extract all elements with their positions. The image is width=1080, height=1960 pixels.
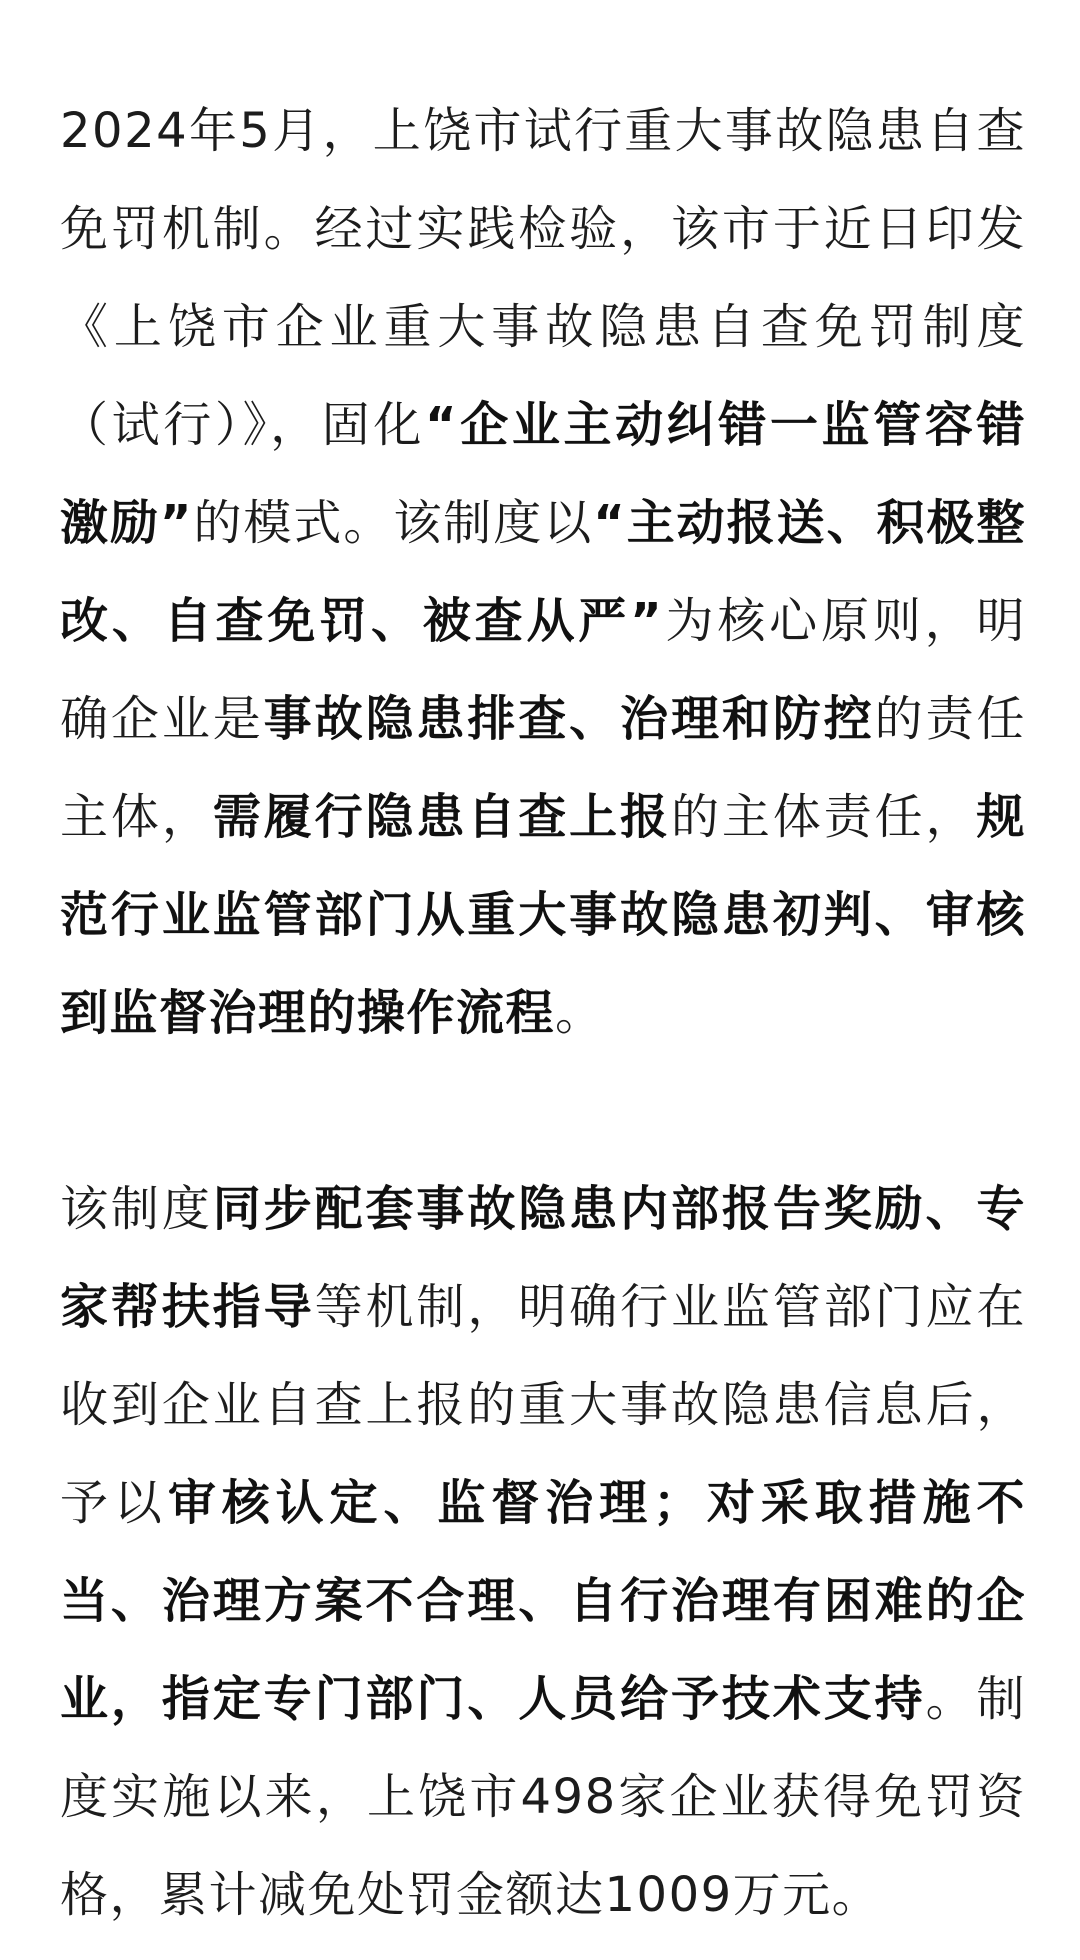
- text-segment: 等机制，明确行业监管部门应在收到企业自查上报的重大事故隐患信息后，予以: [60, 1279, 1026, 1531]
- bold-text-segment: “主动报送、积极整改、自查免罚、被查从严”: [60, 495, 1026, 649]
- paragraph-2: [60, 1160, 1026, 1944]
- text-segment: 为核心原则，明确企业是: [60, 593, 1026, 747]
- bold-text-segment: 事故隐患排查、治理和防控: [263, 691, 875, 747]
- text-segment: 的主体责任，: [670, 789, 977, 845]
- bold-text-segment: “企业主动纠错一监管容错激励”: [60, 397, 1026, 551]
- text-segment: 2024年5月，上饶市试行重大事故隐患自查免罚机制。经过实践检验，该市于近日印发《上饶市企业重大事故隐患自查免罚制度（试行）》，固化: [60, 103, 1026, 453]
- bold-text-segment: 同步配套事故隐患内部报告奖励、专家帮扶指导: [60, 1181, 1026, 1335]
- text-segment: 的模式。该制度以: [192, 495, 594, 551]
- text-segment: 。: [555, 985, 605, 1041]
- article-body: [60, 82, 1026, 1944]
- bold-text-segment: 规范行业监管部门从重大事故隐患初判、审核到监督治理的操作流程: [60, 789, 1026, 1041]
- text-segment: 的责任主体，: [60, 691, 1026, 845]
- text-segment: 。制度实施以来，上饶市498家企业获得免罚资格，累计减免处罚金额达1009万元。: [60, 1671, 1026, 1923]
- paragraph-1: [60, 82, 1026, 1062]
- bold-text-segment: 需履行隐患自查上报: [212, 789, 671, 845]
- bold-text-segment: 审核认定、监督治理；对采取措施不当、治理方案不合理、自行治理有困难的企业，指定专门部门、人员给予技术支持: [60, 1475, 1026, 1727]
- text-segment: 该制度: [60, 1181, 213, 1237]
